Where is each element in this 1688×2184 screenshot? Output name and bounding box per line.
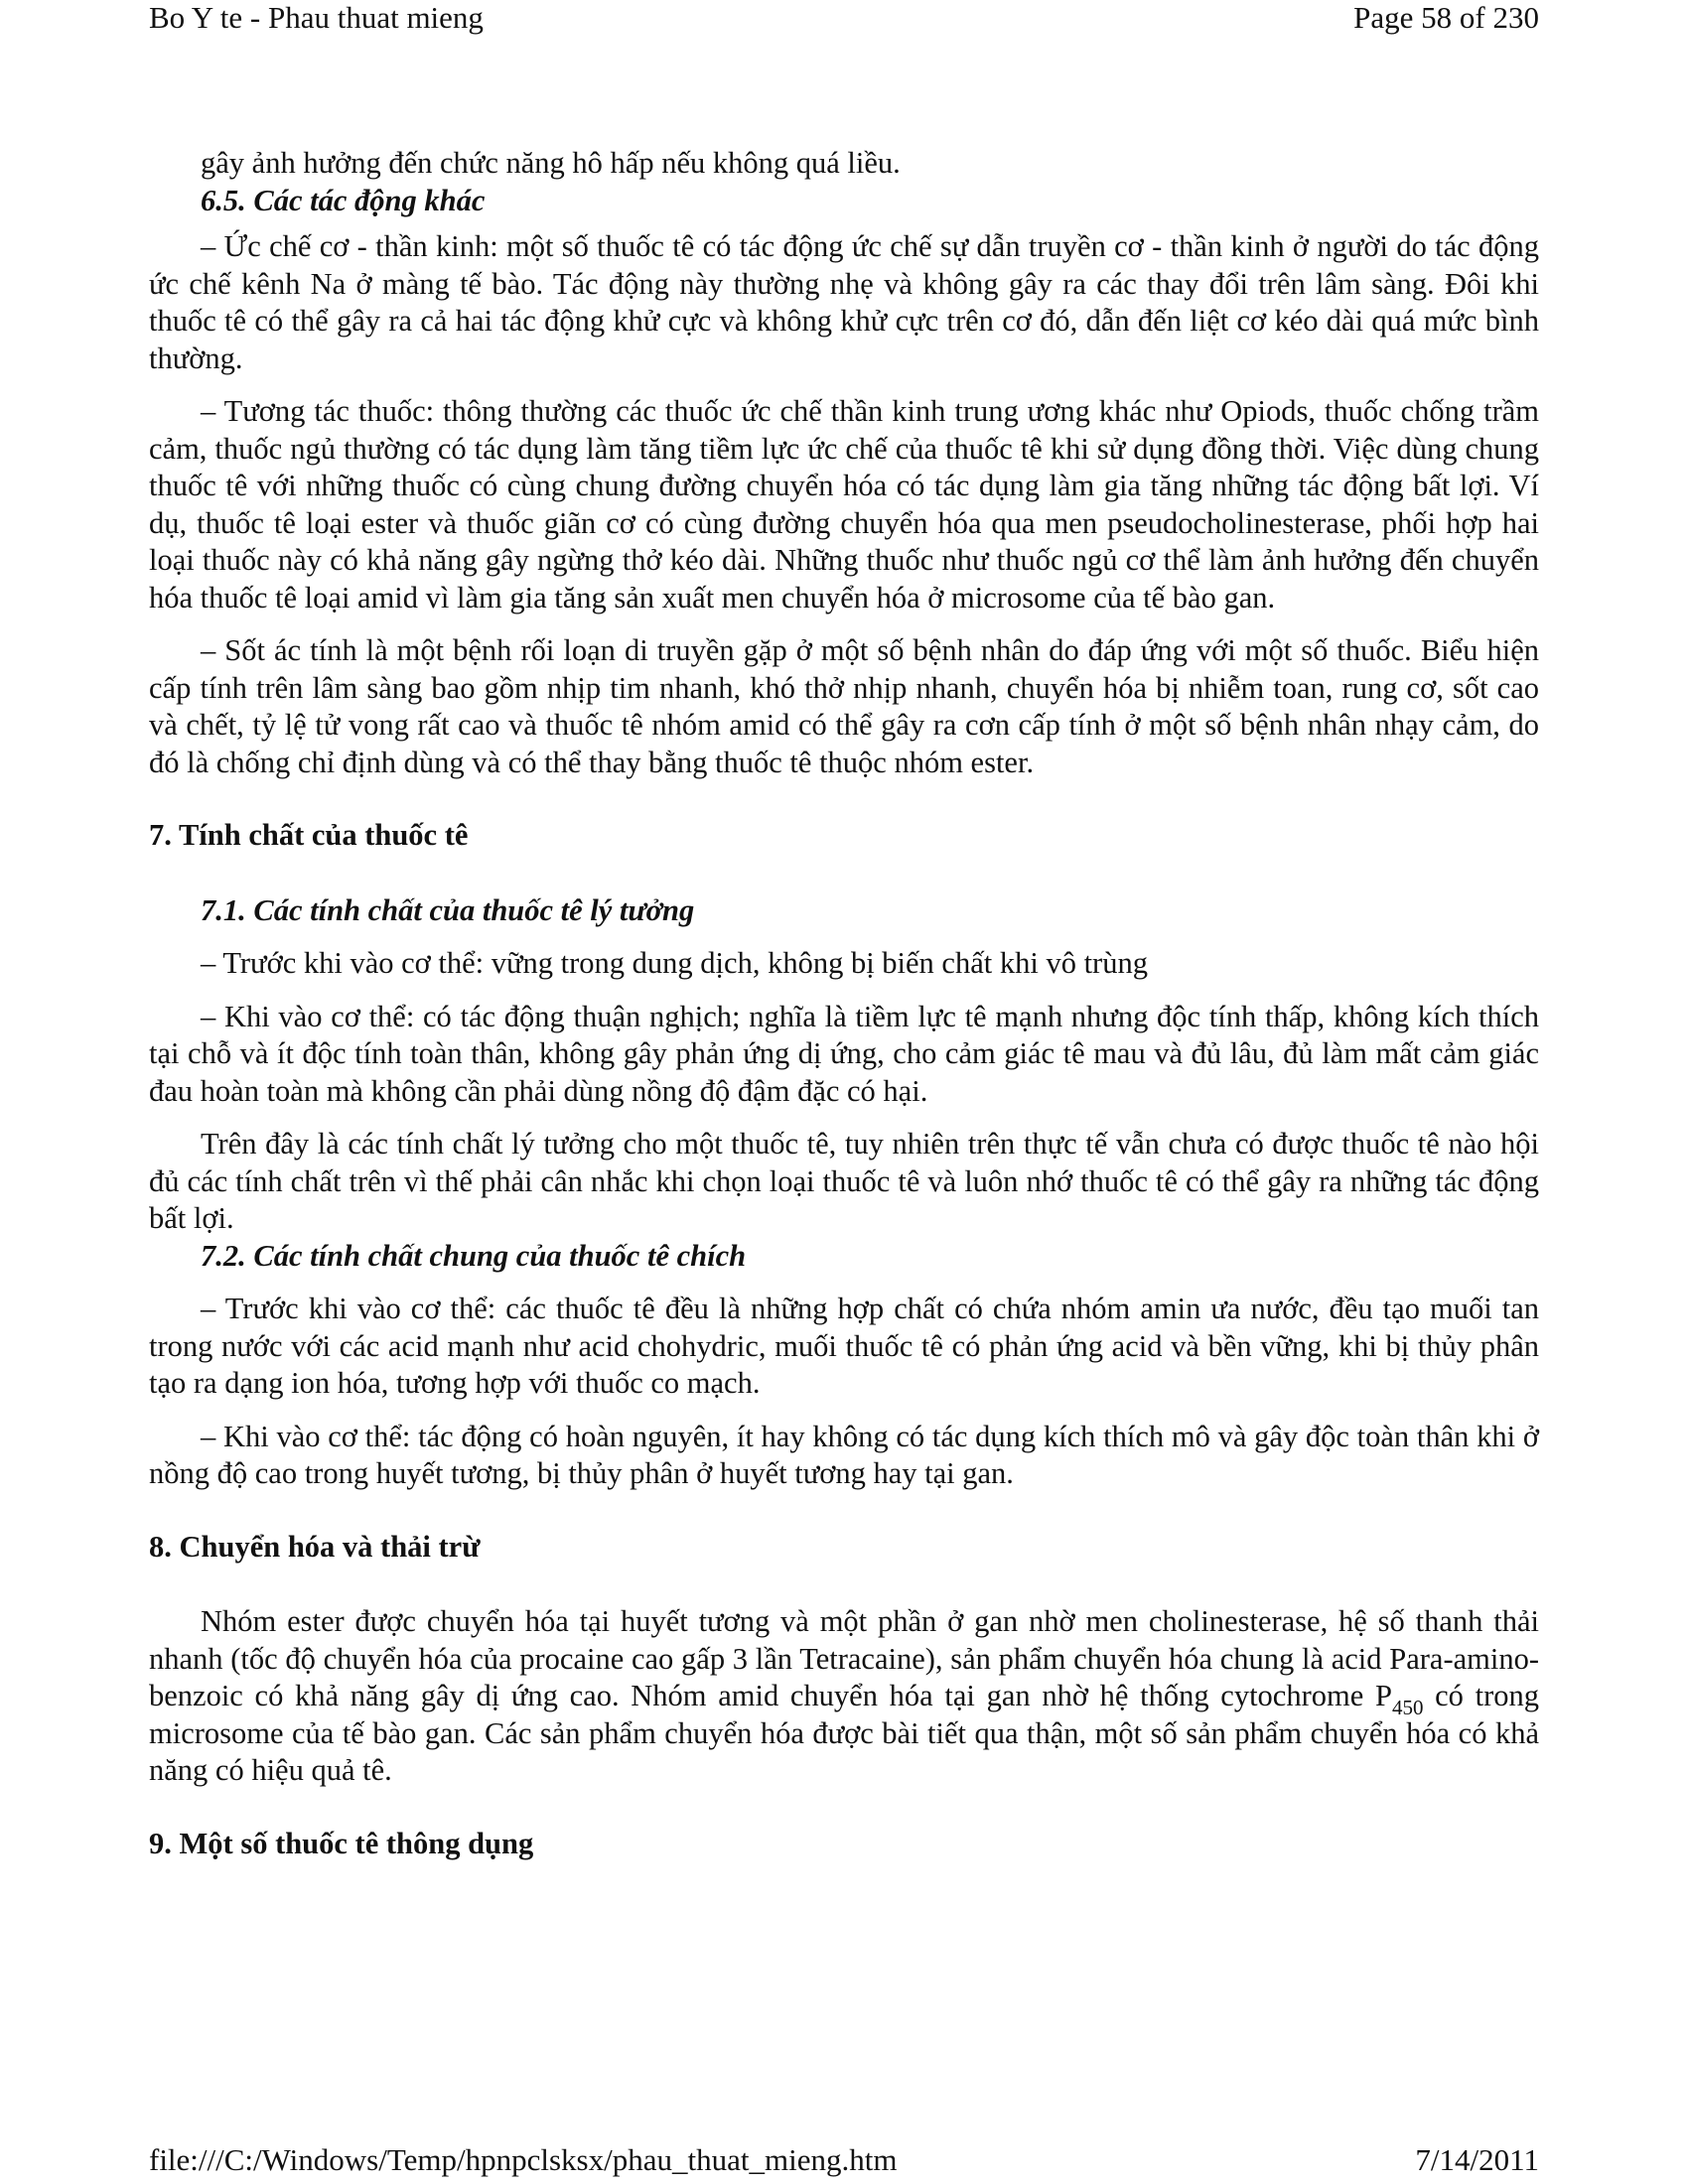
paragraph: gây ảnh hưởng đến chức năng hô hấp nếu không quá liều.: [201, 146, 901, 180]
paragraph: – Khi vào cơ thể: tác động có hoàn nguyên, ít hay không có tác dụng kích thích mô và gây độc toàn thân khi ở nồng độ cao trong huyết tương, bị thủy phân ở huyết tương hay tại gan.: [149, 1419, 1539, 1490]
paragraph: Trên đây là các tính chất lý tưởng cho một thuốc tê, tuy nhiên trên thực tế vẫn chưa có được thuốc tê nào hội đủ các tính chất trên vì thế phải cân nhắc khi chọn loại thuốc tê và luôn nhớ thuốc tê có thể gây ra những tác động bất lợi.: [149, 1127, 1539, 1235]
section-heading-8: 8. Chuyển hóa và thải trừ: [149, 1529, 481, 1564]
section-heading-7-1: 7.1. Các tính chất của thuốc tê lý tưởng: [201, 892, 695, 927]
paragraph: – Trước khi vào cơ thể: vững trong dung dịch, không bị biến chất khi vô trùng: [201, 946, 1148, 980]
paragraph: – Tương tác thuốc: thông thường các thuốc ức chế thần kinh trung ương khác như Opiods, thuốc chống trầm cảm, thuốc ngủ thường có tác dụng làm tăng tiềm lực ức chế của thuốc tê khi sử dụng đồng thời. Việc dùng chung thuốc tê với những thuốc có cùng chung đường chuyển hóa có tác dụng làm gia tăng những tác động bất lợi. Ví dụ, thuốc tê loại ester và thuốc giãn cơ có cùng đường chuyển hóa qua men pseudocholinesterase, phối hợp hai loại thuốc này có khả năng gây ngừng thở kéo dài. Những thuốc như thuốc ngủ cơ thể làm ảnh hưởng đến chuyển hóa thuốc tê loại amid vì làm gia tăng sản xuất men chuyển hóa ở microsome của tế bào gan.: [149, 394, 1539, 614]
section-heading-7: 7. Tính chất của thuốc tê: [149, 818, 469, 852]
paragraph: – Khi vào cơ thể: có tác động thuận nghịch; nghĩa là tiềm lực tê mạnh nhưng độc tính thấp, không kích thích tại chỗ và ít độc tính toàn thân, không gây phản ứng dị ứng, cho cảm giác tê mau và đủ lâu, đủ làm mất cảm giác đau hoàn toàn mà không cần phải dùng nồng độ đậm đặc có hại.: [149, 999, 1539, 1108]
header-title: Bo Y te - Phau thuat mieng: [149, 0, 484, 35]
document-body: [149, 145, 1539, 1862]
paragraph: – Ức chế cơ - thần kinh: một số thuốc tê có tác động ức chế sự dẫn truyền cơ - thần kinh ở người do tác động ức chế kênh Na ở màng tế bào. Tác động này thường nhẹ và không gây ra các thay đổi trên lâm sàng. Đôi khi thuốc tê có thể gây ra cả hai tác động khử cực và không khử cực trên cơ đó, dẫn đến liệt cơ kéo dài quá mức bình thường.: [149, 229, 1539, 375]
file-path: file:///C:/Windows/Temp/hpnpclsksx/phau_thuat_mieng.htm: [149, 2142, 898, 2177]
section-heading-6-5: 6.5. Các tác động khác: [201, 183, 486, 217]
paragraph-text: có trong microsome của tế bào gan. Các sản phẩm chuyển hóa được bài tiết qua thận, một số sản phẩm chuyển hóa có khả năng có hiệu quả tê.: [149, 1679, 1539, 1787]
section-heading-7-2: 7.2. Các tính chất chung của thuốc tê chích: [201, 1238, 747, 1273]
print-date: 7/14/2011: [1415, 2142, 1539, 2177]
paragraph: – Sốt ác tính là một bệnh rối loạn di truyền gặp ở một số bệnh nhân do đáp ứng với một số thuốc. Biểu hiện cấp tính trên lâm sàng bao gồm nhịp tim nhanh, khó thở nhịp nhanh, chuyển hóa bị nhiễm toan, rung cơ, sốt cao và chết, tỷ lệ tử vong rất cao và thuốc tê nhóm amid có thể gây ra cơn cấp tính ở một số bệnh nhân nhạy cảm, do đó là chống chỉ định dùng và có thể thay bằng thuốc tê thuộc nhóm ester.: [149, 633, 1539, 779]
paragraph-text: Nhóm ester được chuyển hóa tại huyết tương và một phần ở gan nhờ men cholinesterase, hệ số thanh thải nhanh (tốc độ chuyển hóa của procaine cao gấp 3 lần Tetracaine), sản phẩm chuyển hóa chung là acid Para-amino-benzoic có khả năng gây dị ứng cao. Nhóm amid chuyển hóa tại gan nhờ hệ thống cytochrome P: [149, 1604, 1539, 1712]
paragraph: [149, 1603, 1539, 1790]
section-heading-9: 9. Một số thuốc tê thông dụng: [149, 1826, 534, 1860]
paragraph: – Trước khi vào cơ thể: các thuốc tê đều là những hợp chất có chứa nhóm amin ưa nước, đều tạo muối tan trong nước với các acid mạnh như acid chohydric, muối thuốc tê có phản ứng acid và bền vững, khi bị thủy phân tạo ra dạng ion hóa, tương hợp với thuốc co mạch.: [149, 1292, 1539, 1400]
page-number: Page 58 of 230: [1353, 0, 1539, 35]
subscript: 450: [1391, 1696, 1424, 1719]
